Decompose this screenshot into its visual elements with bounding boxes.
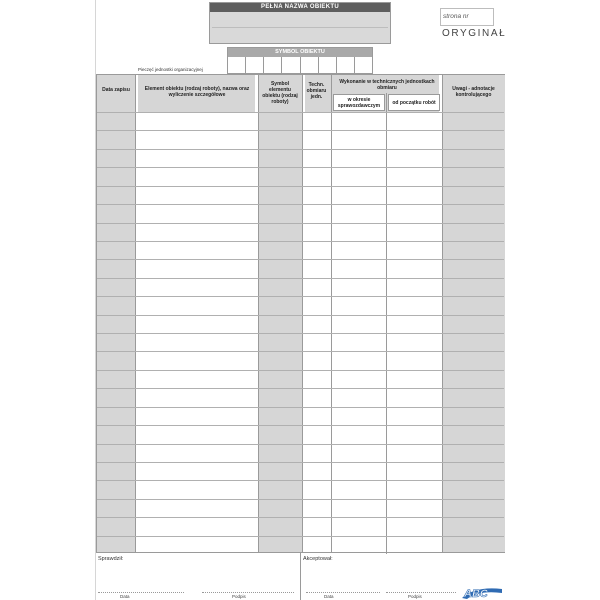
object-symbol-label: SYMBOL OBIEKTU <box>228 48 372 57</box>
original-label: ORYGINAŁ <box>442 28 507 39</box>
unit-header: Techn. obmiaru jedn. <box>306 82 327 100</box>
since-start-header: od początku robót <box>392 100 436 106</box>
table-row[interactable] <box>97 407 504 408</box>
object-symbol-cells <box>228 57 372 73</box>
measurement-table <box>96 74 505 553</box>
execution-header: Wykonanie w technicznych jednostkach obmiaru <box>339 79 435 91</box>
object-name-box[interactable] <box>209 2 391 44</box>
abc-logo-icon <box>461 585 503 600</box>
table-row[interactable] <box>97 315 504 316</box>
accepted-signature-label: Podpis <box>408 594 422 599</box>
table-row[interactable] <box>97 112 504 113</box>
table-row[interactable] <box>97 480 504 481</box>
table-row[interactable] <box>97 333 504 334</box>
period-header: w okresie sprawozdawczym <box>337 97 381 109</box>
symbol-cell[interactable] <box>319 57 337 73</box>
checked-signature-label: Podpis <box>232 594 246 599</box>
table-row[interactable] <box>97 167 504 168</box>
accepted-label: Akceptował: <box>303 556 333 562</box>
table-row[interactable] <box>97 388 504 389</box>
table-row[interactable] <box>97 223 504 224</box>
checked-section[interactable] <box>96 553 301 600</box>
symbol-cell[interactable] <box>264 57 282 73</box>
table-row[interactable] <box>97 351 504 352</box>
checked-date-line[interactable] <box>98 592 184 593</box>
checked-date-label: Data <box>120 594 130 599</box>
page-number-field[interactable] <box>440 8 494 26</box>
symbol-cell[interactable] <box>246 57 264 73</box>
table-row[interactable] <box>97 149 504 150</box>
table-row[interactable] <box>97 444 504 445</box>
unit-stamp-label: Pieczęć jednostki organizacyjnej <box>138 67 203 72</box>
table-row[interactable] <box>97 499 504 500</box>
accepted-signature-line[interactable] <box>386 592 456 593</box>
table-row[interactable] <box>97 370 504 371</box>
checked-label: Sprawdził: <box>98 556 124 562</box>
table-row[interactable] <box>97 204 504 205</box>
accepted-date-label: Data <box>324 594 334 599</box>
table-row[interactable] <box>97 517 504 518</box>
table-row[interactable] <box>97 186 504 187</box>
symbol-header: Symbol elementu obiektu (rodzaj roboty) <box>262 81 298 105</box>
symbol-cell[interactable] <box>282 57 300 73</box>
symbol-cell[interactable] <box>355 57 372 73</box>
symbol-cell[interactable] <box>228 57 246 73</box>
symbol-cell[interactable] <box>337 57 355 73</box>
table-row[interactable] <box>97 296 504 297</box>
object-name-label: PEŁNA NAZWA OBIEKTU <box>210 3 390 12</box>
accepted-date-line[interactable] <box>306 592 380 593</box>
checked-signature-line[interactable] <box>202 592 294 593</box>
object-name-line <box>212 27 388 28</box>
table-row[interactable] <box>97 241 504 242</box>
table-row[interactable] <box>97 130 504 131</box>
signature-footer <box>96 553 505 600</box>
element-header: Element obiektu (rodzaj roboty), nazwa oraz wyliczenie szczegółowe <box>144 86 250 98</box>
table-row[interactable] <box>97 259 504 260</box>
page-number-label: strona nr <box>443 13 469 20</box>
table-row[interactable] <box>97 536 504 537</box>
table-body <box>97 112 504 554</box>
table-row[interactable] <box>97 425 504 426</box>
remarks-header: Uwagi - adnotacje kontrolującego <box>452 86 495 98</box>
object-symbol-box[interactable] <box>227 47 373 74</box>
date-header: Data zapisu <box>102 87 130 93</box>
logo-text: ABC <box>464 588 488 600</box>
symbol-cell[interactable] <box>301 57 319 73</box>
table-row[interactable] <box>97 278 504 279</box>
table-row[interactable] <box>97 462 504 463</box>
